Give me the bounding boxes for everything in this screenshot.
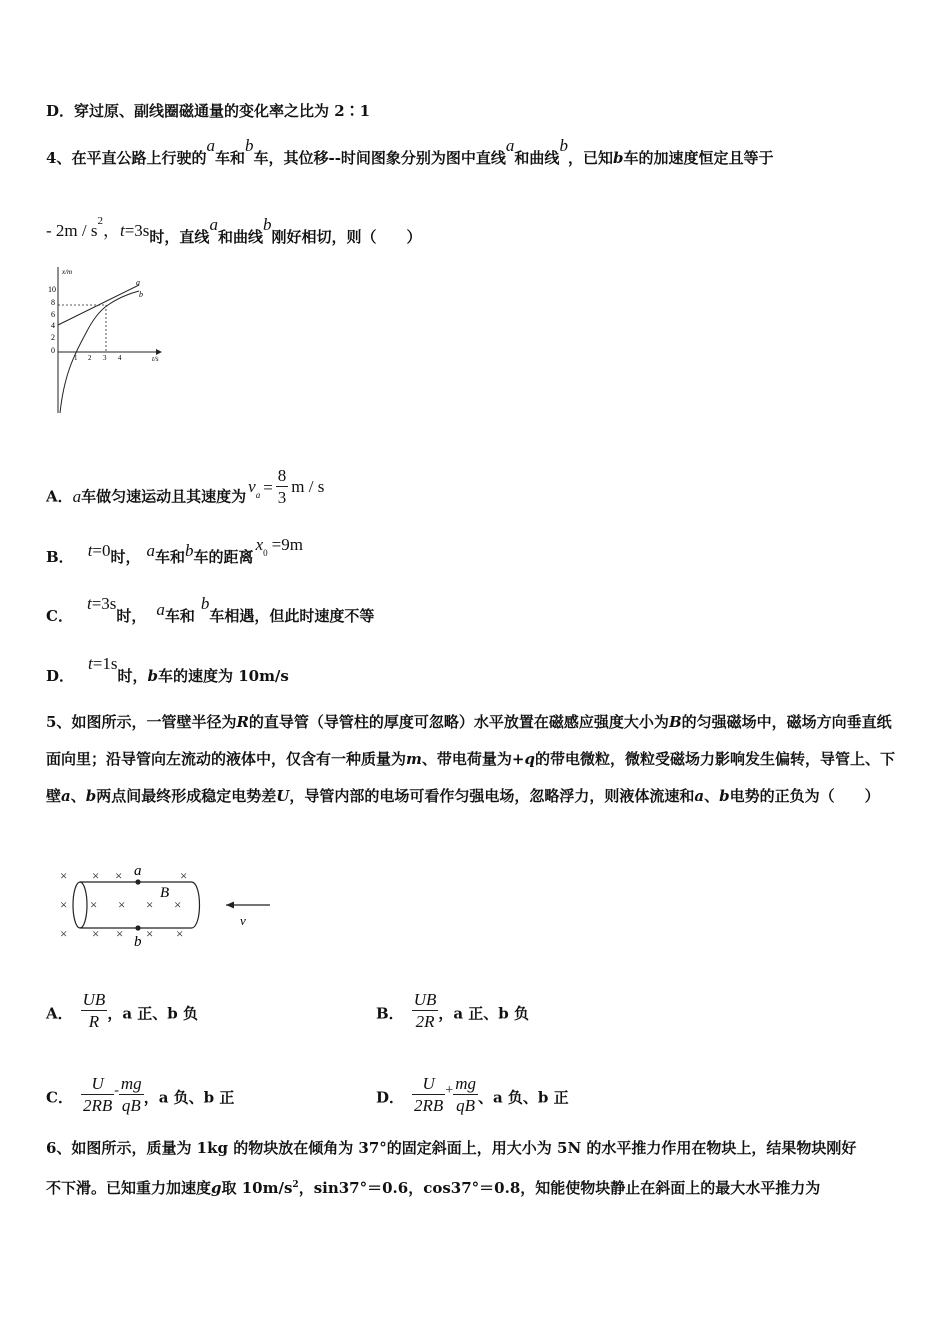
- q4-xt-graph: [48, 265, 178, 417]
- q6-stem-line-2: 不下滑。已知重力加速度g取 $10m/s^2$，sin37°＝0.6，cos37°＝0.8，知能使物块静止在斜面上的最大水平推力为: [46, 1179, 821, 1197]
- magnetic-field-cross: ×: [176, 926, 184, 941]
- magnetic-field-cross: ×: [92, 926, 100, 941]
- magnetic-field-cross: ×: [174, 897, 182, 912]
- magnetic-field-cross: ×: [118, 897, 126, 912]
- x-tick-label: 4: [118, 354, 122, 362]
- label-v: v: [240, 913, 246, 928]
- q5-option-a[interactable]: A． $\frac{UB}{R}$ ，a 正、b 负: [46, 990, 198, 1031]
- y-tick-label: 2: [51, 333, 55, 342]
- q6-stem-line-1: 6、如图所示，质量为 1kg 的物块放在倾角为 37°的固定斜面上，用大小为 5N 的水平推力作用在物块上，结果物块刚好: [46, 1139, 857, 1157]
- q5-option-b[interactable]: B． $\frac{UB}{2R}$ ，a 正、b 负: [376, 990, 530, 1031]
- point-b: [135, 925, 140, 930]
- label-b: b: [134, 934, 142, 948]
- label-a: a: [136, 278, 140, 287]
- label-b: b: [139, 290, 143, 299]
- q4-option-c[interactable]: C．t=3s时， a车和b车相遇，但此时速度不等: [46, 594, 375, 625]
- magnetic-field-cross: ×: [60, 868, 68, 883]
- point-a: [135, 879, 140, 884]
- magnetic-field-cross: ×: [116, 926, 124, 941]
- magnetic-field-cross: ×: [115, 868, 123, 883]
- y-tick-label: 6: [51, 310, 55, 319]
- label-B: B: [160, 885, 170, 901]
- magnetic-field-cross: ×: [90, 897, 98, 912]
- prev-option-d: D．穿过原、副线圈磁通量的变化率之比为 2∶1: [46, 102, 371, 120]
- q5-option-d[interactable]: D． $\frac{U}{2RB}$ + $\frac{mg}{qB}$ 、a 负、b 正: [376, 1074, 569, 1115]
- q5-stem: 5、如图所示，一管壁半径为R的直导管（导管柱的厚度可忽略）水平放置在磁感应强度大小为B的匀强磁场中，磁场方向垂直纸面向里；沿导管向左流动的液体中，仅含有一种质量为m、带电荷量为+q的带电微粒，微粒受磁场力影响发生偏转，导管上、下壁a、b两点间最终形成稳定电势差U，导管内部的电场可看作匀强电场，忽略浮力，则液体流速和a、b电势的正负为（ ）: [46, 713, 895, 805]
- magnetic-field-cross: ×: [146, 897, 154, 912]
- q4-stem-line-1: 4、在平直公路上行驶的a车和b车，其位移--时间图象分别为图中直线a和曲线b，已知b车的加速度恒定且等于: [46, 136, 774, 167]
- y-tick-label: 4: [51, 321, 55, 330]
- y-axis-label: x/m: [62, 268, 73, 276]
- label-a: a: [134, 863, 142, 879]
- y-tick-label: 10: [48, 285, 56, 294]
- x-tick-label: 3: [103, 354, 107, 362]
- q4-option-d[interactable]: D．t=1s时，b车的速度为 10m/s: [46, 654, 289, 685]
- y-tick-label: 0: [51, 346, 55, 355]
- x-tick-label: 1: [74, 354, 78, 362]
- x-tick-label: 2: [88, 354, 92, 362]
- magnetic-field-cross: ×: [180, 868, 188, 883]
- magnetic-field-cross: ×: [60, 897, 68, 912]
- q5-pipe-figure: [50, 858, 280, 948]
- q4-option-a[interactable]: A．a车做匀速运动且其速度为$v_a$ = $\frac{8}{3}$ m / s: [46, 466, 325, 507]
- pipe-left-end: [73, 882, 87, 928]
- q4-stem-line-2: - $2m / s^2$，t=3s时，直线a和曲线b刚好相切，则（ ）: [46, 215, 422, 246]
- y-tick-label: 8: [51, 298, 55, 307]
- q4-option-b[interactable]: B． t=0时， a车和b车的距离$x_0 =9m$: [46, 535, 303, 566]
- x-axis-label: t/s: [152, 355, 159, 363]
- pipe-right-end: [192, 882, 200, 928]
- magnetic-field-cross: ×: [60, 926, 68, 941]
- q5-option-c[interactable]: C． $\frac{U}{2RB}$ - $\frac{mg}{qB}$ ，a 负、b 正: [46, 1074, 235, 1115]
- magnetic-field-cross: ×: [146, 926, 154, 941]
- magnetic-field-cross: ×: [92, 868, 100, 883]
